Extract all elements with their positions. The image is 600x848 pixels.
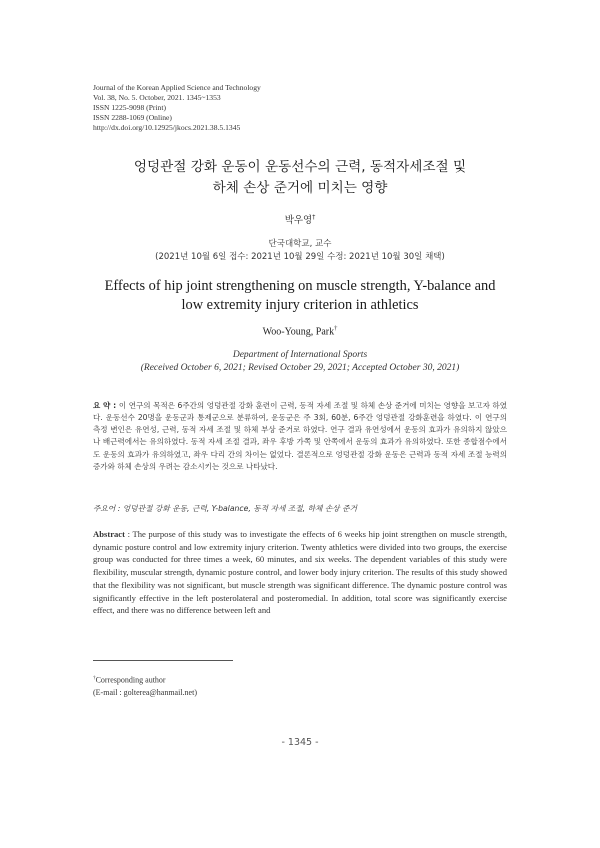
journal-header [93,83,261,133]
footnote-divider [93,660,233,661]
footnote-author-line [93,672,197,687]
issn-online: ISSN 2288-1069 (Online) [93,112,172,122]
korean-abstract [93,400,507,473]
corresponding-mark: † [334,325,338,332]
korean-title-line-2: 하체 손상 준거에 미치는 영향 [212,180,388,196]
doi-link[interactable]: http://dx.doi.org/10.12925/jkocs.2021.38.5.1345 [93,122,241,132]
english-affiliation-block [0,349,600,375]
english-affiliation: Department of International Sports [232,350,368,360]
korean-affiliation-block [0,238,600,264]
footnote [93,672,197,700]
journal-name: Journal of the Korean Applied Science and Technology [93,83,261,92]
footnote-label: Corresponding author [95,675,166,685]
page-number: - 1345 - [281,737,319,748]
english-abstract-label: Abstract [93,529,125,539]
korean-author-name: 박우영 [284,215,313,226]
english-title-line-1: Effects of hip joint strengthening on muscle strength, Y-balance and [104,278,496,294]
corresponding-mark: † [312,213,316,221]
english-author [0,325,600,337]
english-abstract-text: The purpose of this study was to investigate the effects of 6 weeks hip joint strengthen on muscle strength, dynamic posture control and low extremity injury criterion. Twenty athletics were divided into two groups, the exercise group was conducted for three times a week, 60 minutes, and six weeks. The dependent variables of this study were flexibility, muscular strength, dynamic posture control, and lower body injury criterion. The results of this study showed that the flexibility was not significant, but muscle strength was significant difference. The dynamic posture control was significantly effective in the left posterolateral and posteromedial. In addition, total score was significantly exercise effect, and there was no difference between left and [93,529,508,616]
english-title [0,277,600,315]
korean-affiliation: 단국대학교, 교수 [268,239,332,249]
korean-title [0,157,600,199]
footnote-mark: † [93,675,96,681]
korean-abstract-label: 요 약 : [93,401,119,410]
korean-author [0,212,600,226]
korean-abstract-text: 이 연구의 목적은 6주간의 엉덩관절 강화 훈련이 근력, 동적 자세 조절 및 하체 손상 준거에 미치는 영향을 보고자 하였다. 운동선수 20명을 운동군과 통제군으로 분류하여, 운동군은 주 3회, 60분, 6주간 엉덩관절 강화훈련을 하였다. 이 연구의 측정 변인은 유연성, 근력, 동적 자세 조절 및 하체 부상 준거로 하였다. 연구 결과 유연성에서 운동의 효과가 유의하지 않았으나 배근력에서는 유의하였다. 동적 자세 조절 결과, 좌우 후방 가쪽 및 안쪽에서 운동의 효과가 유의하였다. 또한 종합점수에서도 운동의 효과가 유의하였고, 좌우 다리 간의 차이는 없었다. 결론적으로 엉덩관절 강화 운동은 근력과 동적 자세 조절 능력의 증가와 하체 손상의 우려는 감소시키는 것으로 나타났다. [93,401,507,471]
korean-dates: (2021년 10월 6일 접수: 2021년 10월 29일 수정: 2021년 10월 30일 채택) [155,252,445,262]
korean-keywords: 주요어 : 엉덩관절 강화 운동, 근력, Y-balance, 동적 자세 조절, 하체 손상 준거 [93,504,358,513]
issn-print: ISSN 1225-9098 (Print) [93,102,166,112]
english-dates: (Received October 6, 2021; Revised October 29, 2021; Accepted October 30, 2021) [140,363,460,373]
footnote-email[interactable]: (E-mail : golterea@hanmail.net) [93,688,197,698]
korean-title-line-1: 엉덩관절 강화 운동이 운동선수의 근력, 동적자세조절 및 [133,159,467,175]
english-abstract [93,528,507,617]
english-title-line-2: low extremity injury criterion in athletics [181,297,419,313]
english-abstract-separator: : [124,529,133,539]
journal-volume: Vol. 38, No. 5. October, 2021. 1345~1353 [93,92,221,102]
english-author-name: Woo-Young, Park [262,326,335,338]
